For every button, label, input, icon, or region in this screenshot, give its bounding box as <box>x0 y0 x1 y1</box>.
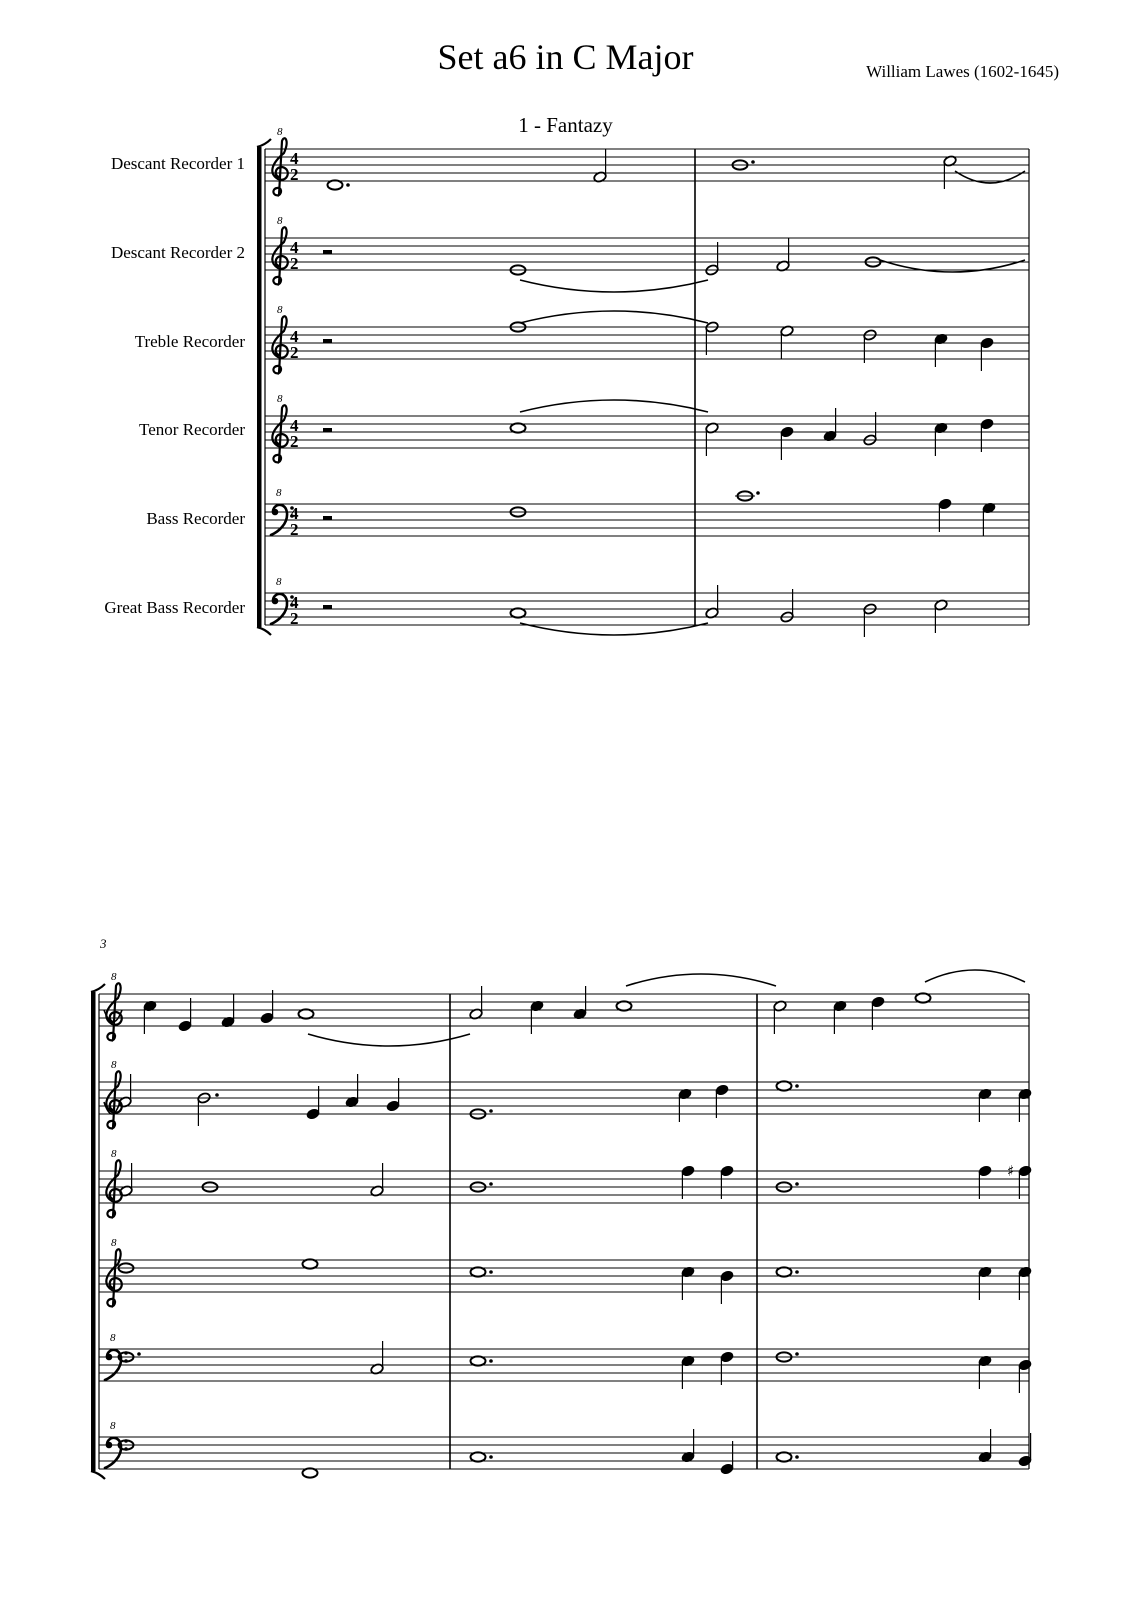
system-2 <box>91 970 1032 1479</box>
quarter-note <box>980 337 994 349</box>
quarter-note <box>720 1463 734 1475</box>
treble-clef-icon <box>272 405 287 462</box>
quarter-note <box>386 1100 400 1112</box>
whole-note <box>471 1356 486 1365</box>
measure-number: 3 <box>100 936 107 951</box>
quarter-note <box>260 1012 274 1024</box>
quarter-note <box>720 1270 734 1282</box>
dot <box>795 1352 799 1356</box>
octave-mark: 8 <box>277 393 283 405</box>
instrument-label: Treble Recorder <box>134 332 245 351</box>
quarter-note <box>715 1084 729 1096</box>
whole-note <box>328 180 343 189</box>
octave-mark: 8 <box>111 1059 117 1071</box>
dot <box>756 491 760 495</box>
treble-clef-icon <box>106 1160 121 1217</box>
time-signature-denominator: 2 <box>290 609 299 628</box>
tie <box>925 970 1025 982</box>
whole-note <box>471 1452 486 1461</box>
quarter-note <box>978 1165 992 1177</box>
tie <box>520 400 708 412</box>
whole-note <box>511 608 526 617</box>
time-signature-denominator: 2 <box>290 343 299 362</box>
quarter-note <box>871 996 885 1008</box>
dot <box>489 1109 493 1113</box>
quarter-note <box>1018 1455 1032 1467</box>
octave-mark: 8 <box>111 971 117 983</box>
dot <box>489 1182 493 1186</box>
tie <box>626 974 776 986</box>
bracket-hook <box>91 1471 105 1479</box>
time-signature-denominator: 2 <box>290 520 299 539</box>
treble-clef-icon <box>272 316 287 373</box>
octave-mark: 8 <box>276 487 282 499</box>
octave-mark: 8 <box>277 215 283 227</box>
instrument-label: Tenor Recorder <box>139 420 245 439</box>
treble-clef-icon <box>106 1249 121 1306</box>
quarter-note <box>720 1165 734 1177</box>
dot <box>489 1359 493 1363</box>
system-bracket <box>257 147 262 627</box>
instrument-label: Great Bass Recorder <box>104 598 245 617</box>
quarter-note <box>1018 1359 1032 1371</box>
dot <box>795 1270 799 1274</box>
whole-note <box>471 1267 486 1276</box>
dot <box>137 1352 141 1356</box>
half-rest <box>323 605 332 609</box>
dot <box>215 1093 219 1097</box>
system-bracket <box>91 992 96 1471</box>
quarter-note <box>306 1108 320 1120</box>
system-1 <box>257 126 1029 637</box>
time-signature-numerator: 4 <box>290 504 299 523</box>
quarter-note <box>720 1351 734 1363</box>
instrument-label: Descant Recorder 2 <box>110 243 245 262</box>
octave-mark: 8 <box>111 1148 117 1160</box>
time-signature-denominator: 2 <box>290 165 299 184</box>
time-signature-numerator: 4 <box>290 149 299 168</box>
octave-mark: 8 <box>277 304 283 316</box>
whole-note <box>617 1001 632 1010</box>
bracket-hook <box>257 139 271 147</box>
composer: William Lawes (1602-1645) <box>866 62 1059 81</box>
bass-clef-dot <box>106 1442 113 1449</box>
octave-mark: 8 <box>277 126 283 138</box>
quarter-note <box>1018 1165 1032 1177</box>
time-signature-numerator: 4 <box>290 593 299 612</box>
time-signature-numerator: 4 <box>290 416 299 435</box>
whole-note <box>303 1259 318 1268</box>
dot <box>795 1084 799 1088</box>
tie <box>520 311 708 323</box>
bass-clef-dot <box>272 509 279 516</box>
bass-clef-dot <box>106 1354 113 1361</box>
movement-title: 1 - Fantazy <box>518 113 613 137</box>
tie <box>308 1034 470 1046</box>
octave-mark: 8 <box>110 1332 116 1344</box>
treble-clef-icon <box>272 138 287 195</box>
page-title: Set a6 in C Major <box>437 37 694 77</box>
treble-clef-icon <box>272 227 287 284</box>
quarter-note <box>178 1020 192 1032</box>
quarter-note <box>780 426 794 438</box>
dot <box>489 1455 493 1459</box>
bass-clef-dot <box>272 598 279 605</box>
instrument-label: Bass Recorder <box>146 509 245 528</box>
instrument-label: Descant Recorder 1 <box>110 154 245 173</box>
dot <box>751 160 755 164</box>
treble-clef-icon <box>106 983 121 1040</box>
whole-note <box>299 1009 314 1018</box>
quarter-note <box>681 1165 695 1177</box>
bracket-hook <box>257 627 271 635</box>
dot <box>346 183 350 187</box>
dot <box>489 1270 493 1274</box>
whole-note <box>511 423 526 432</box>
time-signature-numerator: 4 <box>290 238 299 257</box>
half-rest <box>323 339 332 343</box>
whole-note <box>303 1468 318 1477</box>
dot <box>795 1455 799 1459</box>
whole-note <box>916 993 931 1002</box>
time-signature-numerator: 4 <box>290 327 299 346</box>
time-signature-denominator: 2 <box>290 254 299 273</box>
sharp-accidental: ♯ <box>1007 1162 1015 1180</box>
octave-mark: 8 <box>276 576 282 588</box>
time-signature-denominator: 2 <box>290 432 299 451</box>
bracket-hook <box>91 984 105 992</box>
dot <box>795 1182 799 1186</box>
half-rest <box>323 516 332 520</box>
half-rest <box>323 428 332 432</box>
quarter-note <box>980 418 994 430</box>
whole-note <box>777 1452 792 1461</box>
whole-note <box>777 1081 792 1090</box>
half-rest <box>323 250 332 254</box>
octave-mark: 8 <box>111 1237 117 1249</box>
treble-clef-icon <box>106 1071 121 1128</box>
octave-mark: 8 <box>110 1420 116 1432</box>
tie <box>520 280 708 292</box>
quarter-note <box>938 498 952 510</box>
whole-note <box>777 1267 792 1276</box>
